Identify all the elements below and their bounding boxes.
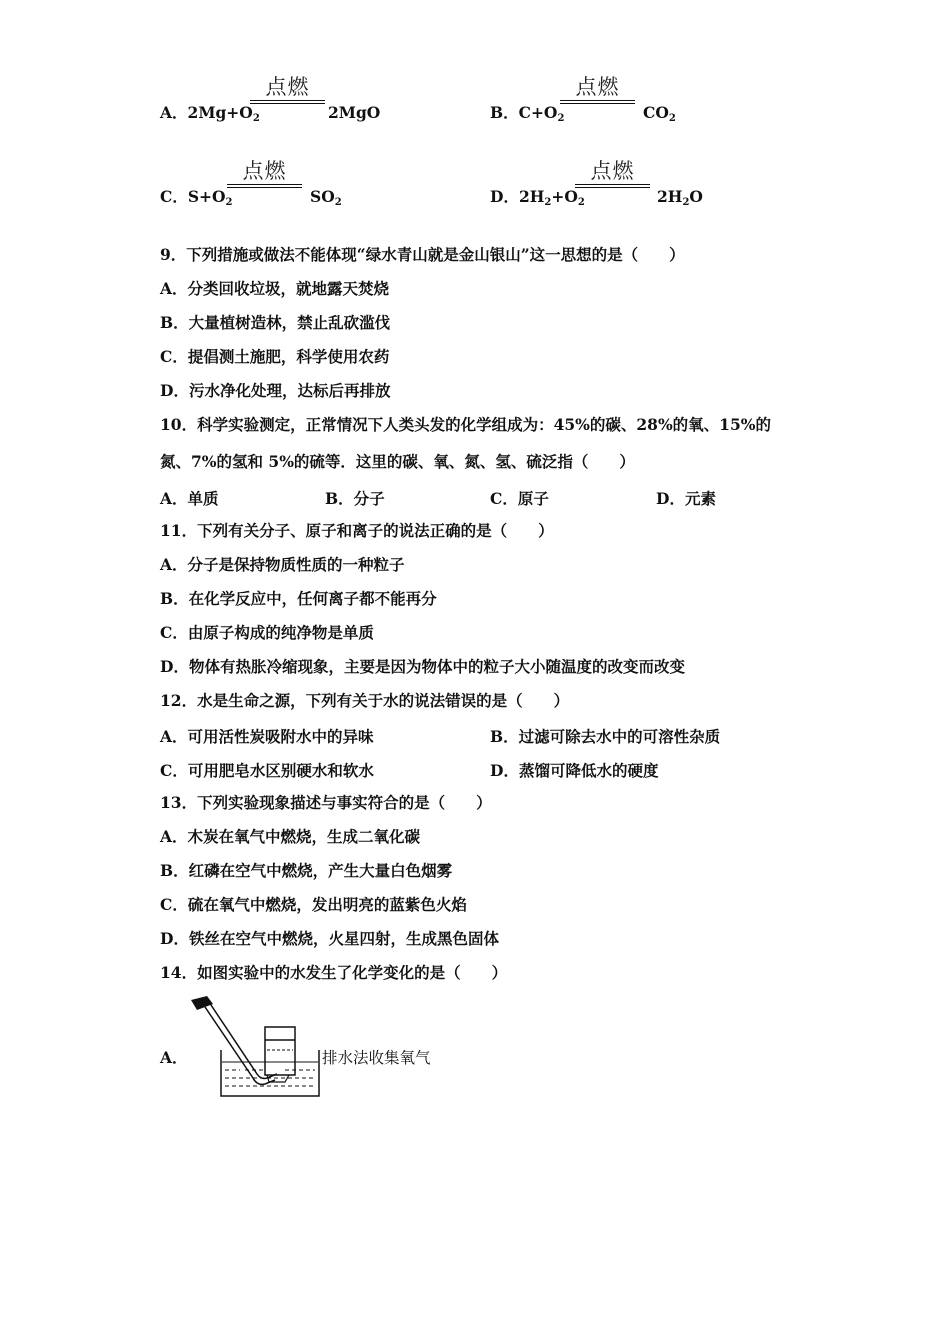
reaction-condition: 点燃 <box>575 75 620 99</box>
water-displacement-apparatus-figure <box>185 992 325 1100</box>
equals-sign <box>575 184 650 188</box>
q9-option-b: B．大量植树造林，禁止乱砍滥伐 <box>160 313 391 332</box>
subscript: 2 <box>557 113 565 124</box>
option-label: C． <box>160 187 188 206</box>
q13-option-b: B．红磷在空气中燃烧，产生大量白色烟雾 <box>160 861 453 880</box>
q9-option-d: D．污水净化处理，达标后再排放 <box>160 381 391 400</box>
q11-option-c: C．由原子构成的纯净物是单质 <box>160 623 374 642</box>
equation-lhs: 2Mg+O <box>187 103 253 122</box>
reaction-condition: 点燃 <box>590 159 635 183</box>
equation-lhs: 2H <box>518 187 545 206</box>
tube-stopper <box>191 996 213 1010</box>
q10-stem-line1: 10．科学实验测定，正常情况下人类头发的化学组成为：45%的碳、28%的氧、15%的 <box>160 415 771 434</box>
q12-option-d: D．蒸馏可降低水的硬度 <box>490 761 659 780</box>
delivery-tube <box>203 1002 277 1084</box>
equation-lhs-mid: +O <box>551 187 578 206</box>
equals-sign <box>560 100 635 104</box>
option-label: B． <box>490 103 519 122</box>
q10-option-b: B．分子 <box>325 489 385 508</box>
q13-stem: 13．下列实验现象描述与事实符合的是（ ） <box>160 793 492 812</box>
q10-option-d: D．元素 <box>656 489 716 508</box>
option-label: A． <box>160 103 188 122</box>
equation-lhs: S+O <box>187 187 226 206</box>
q11-stem: 11．下列有关分子、原子和离子的说法正确的是（ ） <box>160 521 554 540</box>
q12-option-a: A．可用活性炭吸附水中的异味 <box>160 727 374 746</box>
subscript: 2 <box>252 113 260 124</box>
q9-option-c: C．提倡测土施肥，科学使用农药 <box>160 347 390 366</box>
option-label: D． <box>490 187 519 206</box>
subscript: 2 <box>577 197 585 208</box>
subscript: 2 <box>682 197 690 208</box>
equation-rhs-tail: O <box>689 187 703 206</box>
q14-stem: 14．如图实验中的水发生了化学变化的是（ ） <box>160 963 508 982</box>
q10-option-a: A．单质 <box>160 489 219 508</box>
reaction-condition: 点燃 <box>265 75 310 99</box>
equation-rhs: 2MgO <box>328 103 381 122</box>
q13-option-d: D．铁丝在空气中燃烧，火星四射，生成黑色固体 <box>160 929 499 948</box>
equation-rhs: 2H <box>657 187 683 206</box>
equals-sign <box>250 100 325 104</box>
q14-option-a-label: A． <box>160 1048 188 1067</box>
q11-option-d: D．物体有热胀冷缩现象，主要是因为物体中的粒子大小随温度的改变而改变 <box>160 657 685 676</box>
q10-option-c: C．原子 <box>490 489 549 508</box>
equation-rhs: SO <box>310 187 335 206</box>
water-trough <box>221 1050 319 1096</box>
subscript: 2 <box>668 113 676 124</box>
q13-option-a: A．木炭在氧气中燃烧，生成二氧化碳 <box>160 827 421 846</box>
subscript: 2 <box>334 197 342 208</box>
q12-stem: 12．水是生命之源，下列有关于水的说法错误的是（ ） <box>160 691 570 710</box>
q9-option-a: A．分类回收垃圾，就地露天焚烧 <box>160 279 390 298</box>
q11-option-b: B．在化学反应中，任何离子都不能再分 <box>160 589 437 608</box>
q13-option-c: C．硫在氧气中燃烧，发出明亮的蓝紫色火焰 <box>160 895 467 914</box>
equation-rhs: CO <box>643 103 669 122</box>
q14-option-a-caption: 排水法收集氧气 <box>322 1049 431 1067</box>
reaction-condition: 点燃 <box>242 159 287 183</box>
subscript: 2 <box>544 197 552 208</box>
equation-lhs: C+O <box>518 103 558 122</box>
q9-stem: 9．下列措施或做法不能体现“绿水青山就是金山银山”这一思想的是（ ） <box>160 245 685 264</box>
equals-sign <box>227 184 302 188</box>
q10-stem-line2: 氮、7%的氢和 5%的硫等．这里的碳、氧、氮、氢、硫泛指（ ） <box>160 452 635 471</box>
subscript: 2 <box>225 197 233 208</box>
q12-option-c: C．可用肥皂水区别硬水和软水 <box>160 761 374 780</box>
q11-option-a: A．分子是保持物质性质的一种粒子 <box>160 555 405 574</box>
q12-option-b: B．过滤可除去水中的可溶性杂质 <box>490 727 721 746</box>
gas-collecting-bottle <box>265 1027 295 1075</box>
